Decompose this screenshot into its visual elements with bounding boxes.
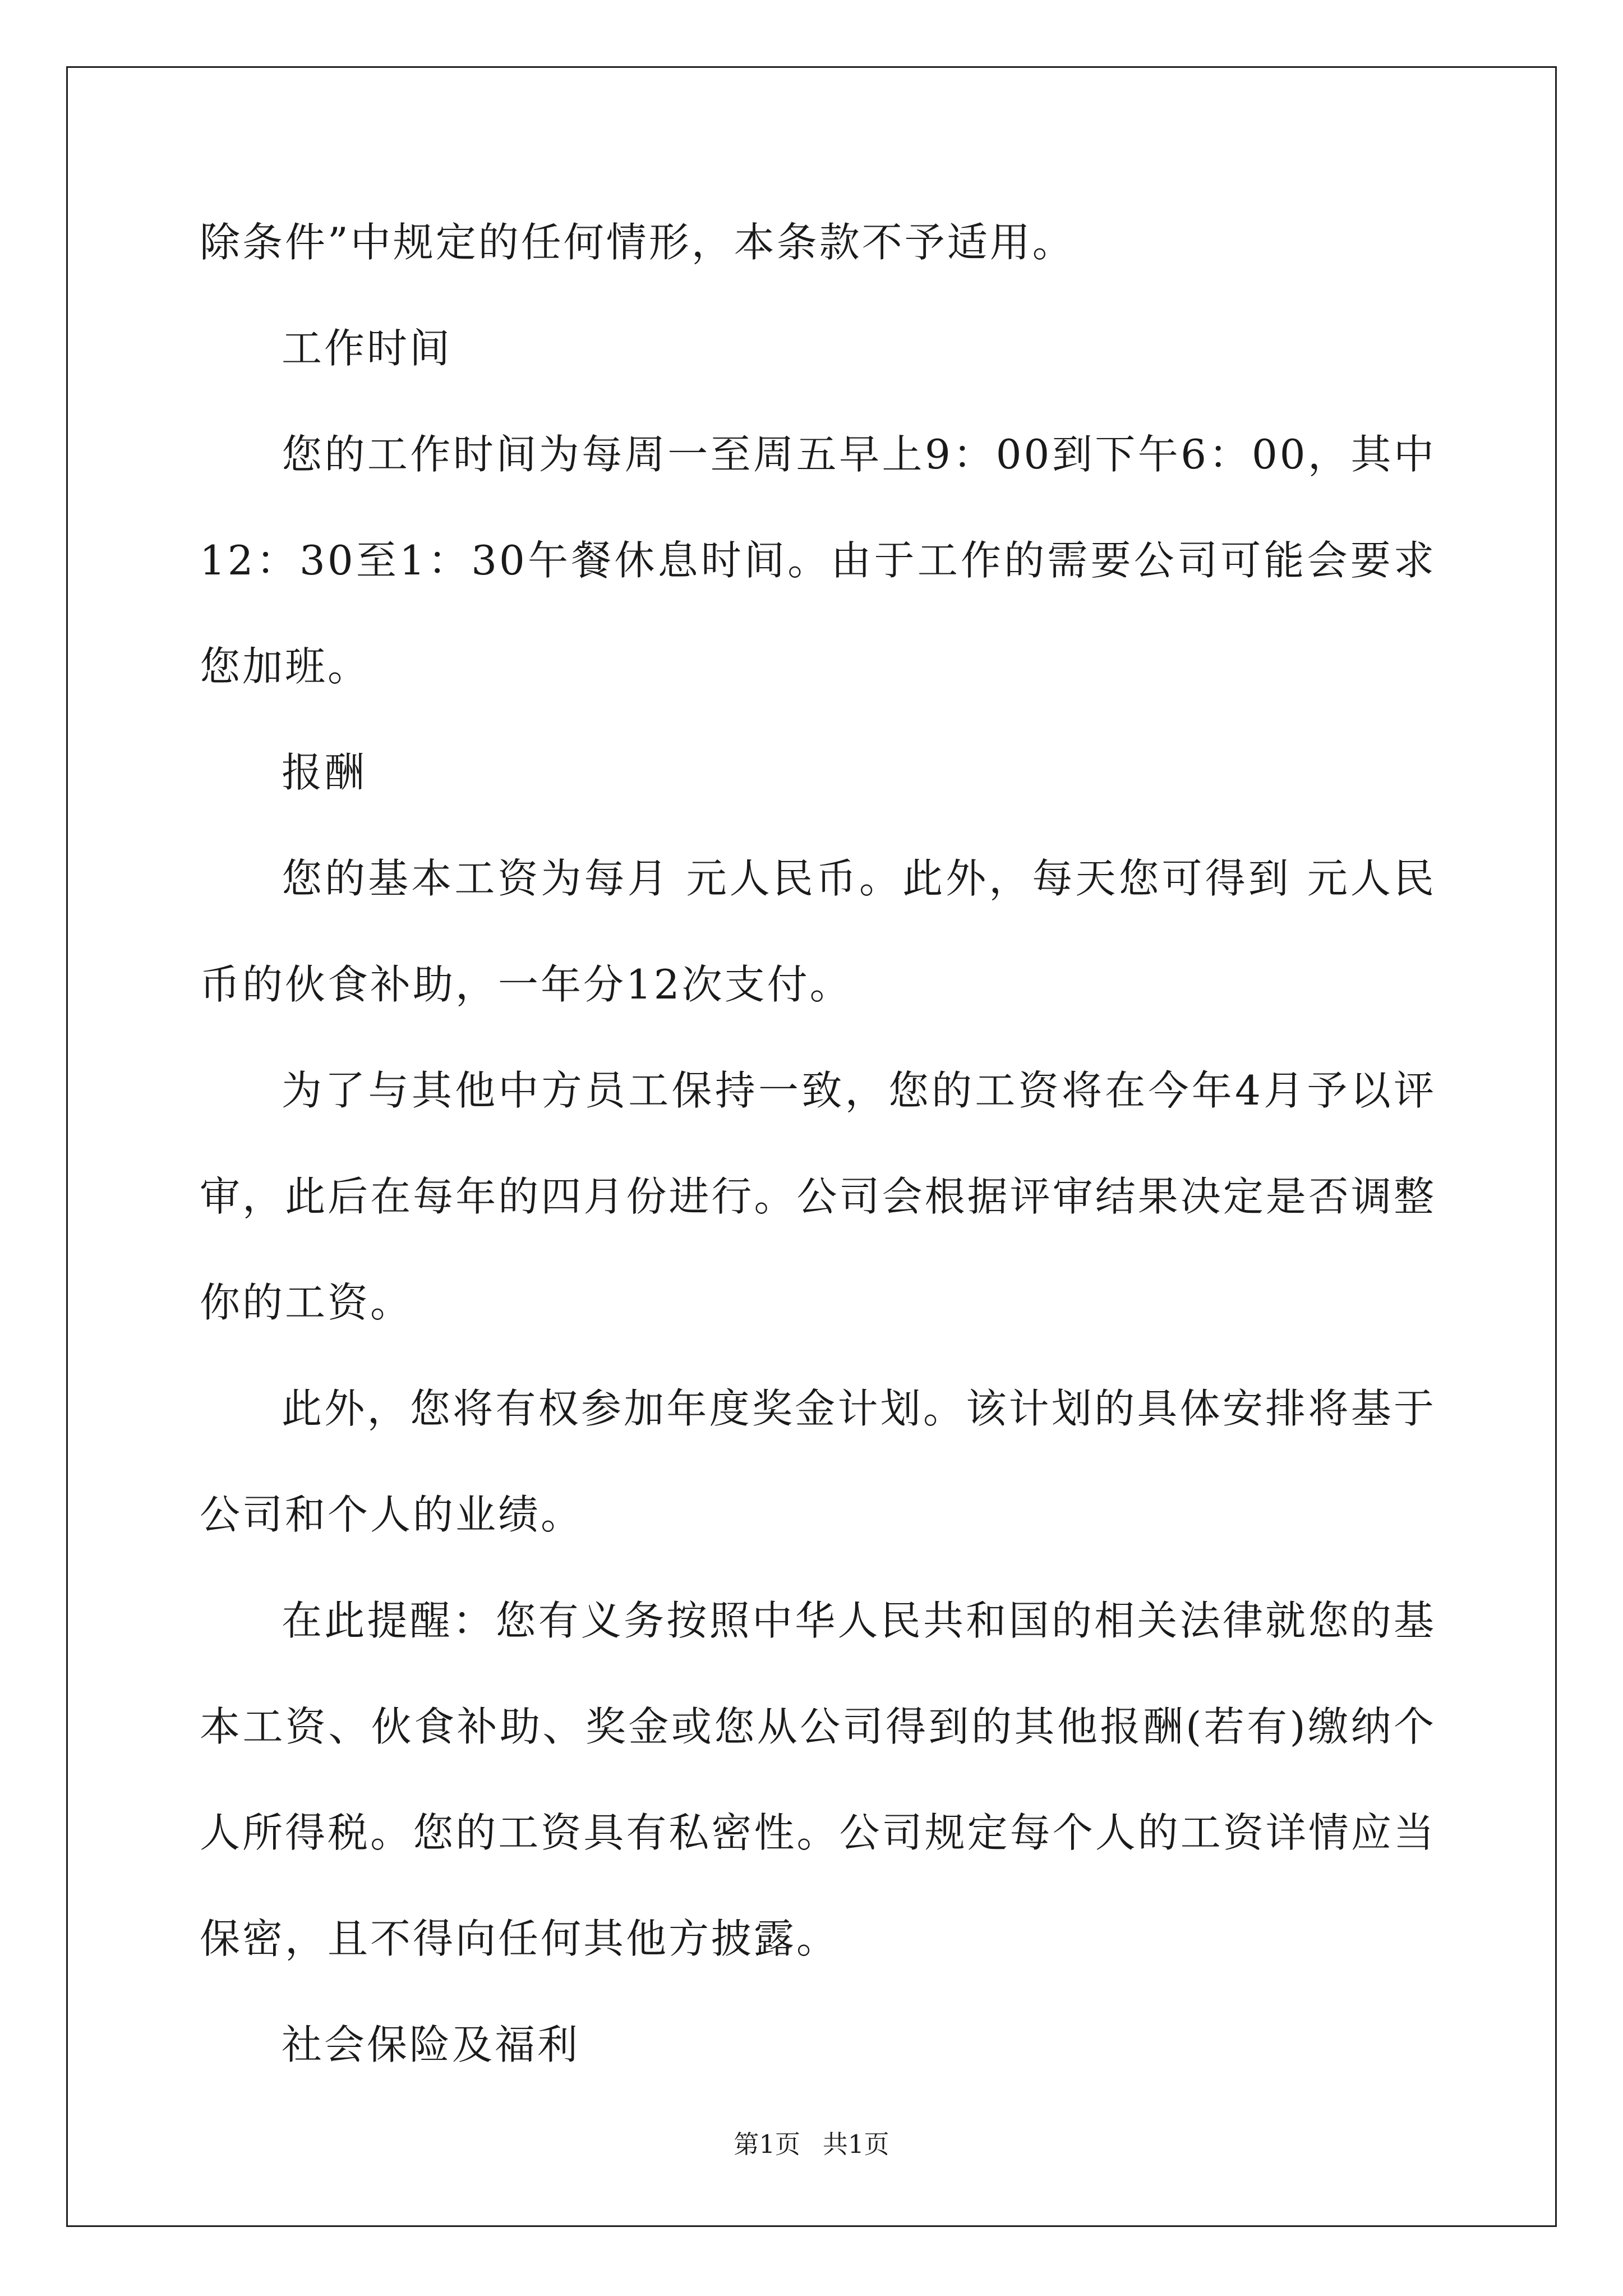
section-heading-compensation: 报酬	[282, 749, 367, 796]
paragraph-bonus: 此外，您将有权参加年度奖金计划。该计划的具体安排将基于公司和个人的业绩。	[200, 1385, 1436, 1538]
section-heading-social-insurance: 社会保险及福利	[282, 2021, 580, 2068]
paragraph-base-salary: 您的基本工资为每月 元人民币。此外，每天您可得到 元人民币的伙食补助，一年分12次支付。	[200, 855, 1436, 1008]
paragraph-salary-review: 为了与其他中方员工保持一致，您的工资将在今年4月予以评审，此后在每年的四月份进行。公司会根据评审结果决定是否调整你的工资。	[200, 1067, 1436, 1326]
section-heading-work-hours: 工作时间	[282, 325, 453, 372]
paragraph-continuation: 除条件”中规定的任何情形，本条款不予适用。	[200, 219, 1075, 266]
page-total: 共1页	[823, 2129, 889, 2159]
document-body	[200, 212, 1436, 2098]
paragraph-tax-reminder: 在此提醒：您有义务按照中华人民共和国的相关法律就您的基本工资、伙食补助、奖金或您从公司得到的其他报酬(若有)缴纳个人所得税。您的工资具有私密性。公司规定每个人的工资详情应当保密，且不得向任何其他方披露。	[200, 1597, 1436, 1962]
page-footer	[0, 2124, 1623, 2160]
paragraph-work-hours: 您的工作时间为每周一至周五早上9：00到下午6：00，其中12：30至1：30午餐休息时间。由于工作的需要公司可能会要求您加班。	[200, 431, 1436, 690]
page-number: 第1页	[734, 2129, 800, 2159]
